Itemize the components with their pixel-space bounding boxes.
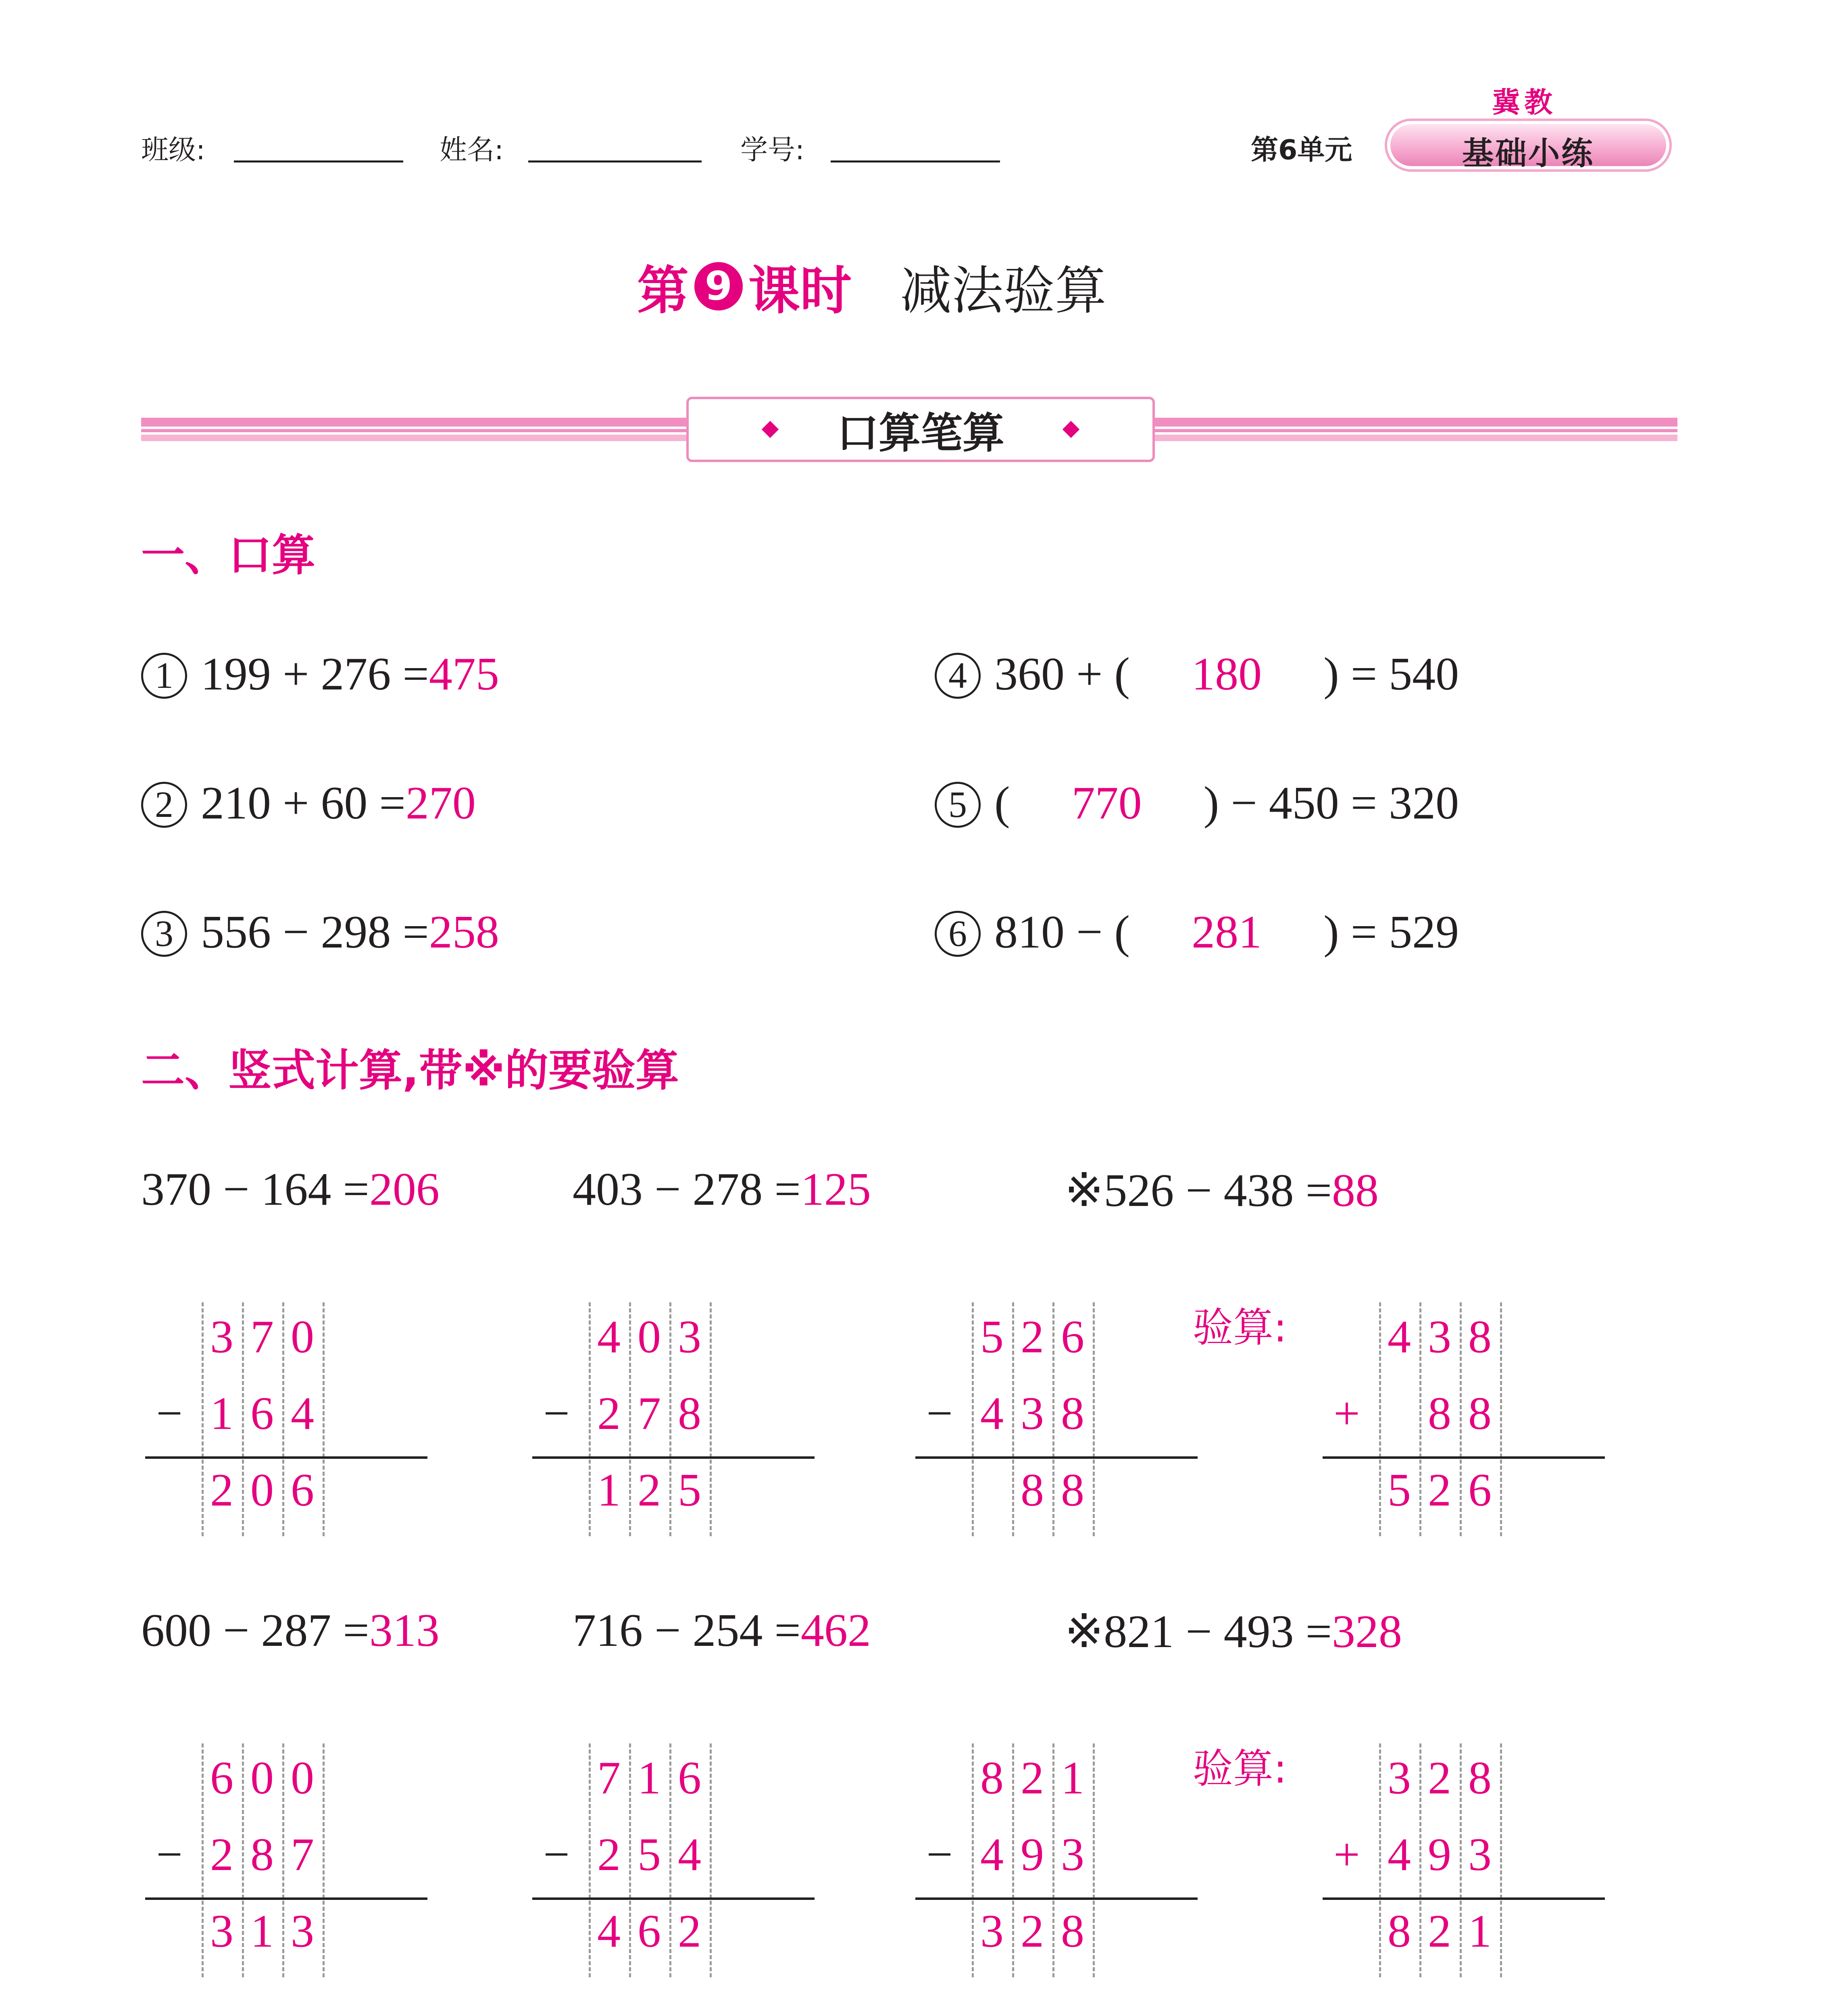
minus-sign: − — [543, 1829, 570, 1881]
digit-cell: 1 — [210, 1388, 233, 1439]
expression-text: 370 − 164 = — [141, 1164, 369, 1215]
oral-item-4 — [935, 648, 1459, 701]
digit-cell: 3 — [1061, 1829, 1084, 1881]
oral-answer[interactable]: 281 — [1192, 906, 1262, 958]
digit-cell: 7 — [291, 1829, 314, 1881]
digit-cell[interactable]: 3 — [210, 1906, 233, 1957]
digit-cell: 4 — [980, 1388, 1004, 1439]
written-expression — [1065, 1604, 1402, 1659]
digit-cell: 2 — [210, 1829, 233, 1881]
digit-cell[interactable]: 6 — [638, 1906, 661, 1957]
digit-cell: 8 — [1468, 1752, 1492, 1804]
digit-cell[interactable]: 1 — [1468, 1906, 1492, 1957]
oral-answer[interactable]: 258 — [429, 906, 499, 958]
digit-cell[interactable]: 5 — [678, 1464, 701, 1516]
digit-cell[interactable]: 3 — [980, 1906, 1004, 1957]
digit-cell: 4 — [291, 1388, 314, 1439]
lesson-prefix: 第 — [637, 261, 689, 321]
digit-cell: 0 — [638, 1311, 661, 1363]
digit-cell: 8 — [678, 1388, 701, 1439]
oral-answer[interactable]: 180 — [1192, 648, 1262, 700]
diamond-icon — [762, 421, 779, 438]
digit-cell[interactable]: 2 — [210, 1464, 233, 1516]
digit-cell[interactable]: 2 — [1428, 1464, 1451, 1516]
student-id-label: 学号: — [740, 134, 804, 166]
oral-prefix: 360 + ( — [994, 648, 1130, 700]
written-expression — [573, 1163, 871, 1216]
oral-suffix: ) − 450 = 320 — [1203, 777, 1459, 829]
digit-cell: 1 — [1061, 1752, 1084, 1804]
digit-cell: 3 — [210, 1311, 233, 1363]
expression-text: 403 − 278 = — [573, 1164, 801, 1215]
digit-cell: 2 — [1428, 1752, 1451, 1804]
oral-item-3 — [141, 906, 499, 959]
digit-cell: 6 — [250, 1388, 274, 1439]
sum-line — [1323, 1456, 1605, 1459]
item-marker: 3 — [141, 911, 187, 957]
expression-answer[interactable]: 462 — [800, 1605, 871, 1656]
digit-cell: 1 — [638, 1752, 661, 1804]
digit-cell: 8 — [1061, 1388, 1084, 1439]
sum-line — [532, 1456, 815, 1459]
lesson-suffix: 课时 — [748, 261, 852, 321]
digit-cell: 4 — [1388, 1829, 1411, 1881]
oral-question: 199 + 276 = — [201, 648, 429, 700]
digit-cell[interactable]: 2 — [678, 1906, 701, 1957]
digit-cell[interactable]: 8 — [1061, 1906, 1084, 1957]
section2-heading: 二、竖式计算,带※的要验算 — [141, 1045, 679, 1096]
digit-cell: 8 — [1468, 1311, 1492, 1363]
sum-line — [145, 1456, 427, 1459]
digit-cell: 2 — [1021, 1311, 1044, 1363]
digit-cell[interactable]: 3 — [291, 1906, 314, 1957]
lesson-number-badge: 9 — [694, 262, 743, 310]
oral-answer[interactable]: 770 — [1071, 777, 1142, 829]
expression-text: 716 − 254 = — [573, 1605, 801, 1656]
expression-answer[interactable]: 206 — [369, 1164, 440, 1215]
lesson-title — [637, 249, 1106, 323]
expression-text: ※526 − 438 = — [1065, 1165, 1332, 1216]
item-marker: 2 — [141, 782, 187, 828]
digit-cell: 9 — [1021, 1829, 1044, 1881]
sum-line — [1323, 1897, 1605, 1900]
digit-cell: 4 — [597, 1311, 621, 1363]
written-expression — [141, 1163, 440, 1216]
banner-label: 口算笔算 — [836, 408, 1004, 458]
written-expression — [1065, 1163, 1379, 1218]
digit-cell: 7 — [638, 1388, 661, 1439]
digit-cell: 2 — [597, 1829, 621, 1881]
digit-cell: 5 — [638, 1829, 661, 1881]
digit-cell[interactable]: 4 — [597, 1906, 621, 1957]
oral-prefix: 810 − ( — [994, 906, 1130, 958]
plus-sign: + — [1333, 1829, 1360, 1881]
sum-line — [532, 1897, 815, 1900]
expression-text: ※821 − 493 = — [1065, 1606, 1332, 1658]
digit-cell: 4 — [980, 1829, 1004, 1881]
item-marker: 6 — [935, 911, 981, 957]
digit-cell: 3 — [1468, 1829, 1492, 1881]
digit-cell: 3 — [1388, 1752, 1411, 1804]
check-label: 验算: — [1193, 1745, 1287, 1792]
section-banner — [686, 397, 1155, 462]
digit-cell: 8 — [1428, 1388, 1451, 1439]
expression-answer[interactable]: 313 — [369, 1605, 440, 1656]
digit-cell: 8 — [980, 1752, 1004, 1804]
expression-answer[interactable]: 88 — [1332, 1165, 1379, 1216]
lesson-topic: 减法验算 — [900, 261, 1107, 321]
name-field[interactable] — [528, 160, 702, 162]
digit-cell: 0 — [291, 1752, 314, 1804]
oral-item-5 — [935, 777, 1459, 830]
digit-cell: 7 — [250, 1311, 274, 1363]
oral-answer[interactable]: 270 — [405, 777, 476, 829]
written-expression — [573, 1604, 871, 1658]
brand-publisher: 冀教 — [1492, 86, 1556, 119]
digit-cell: 0 — [250, 1752, 274, 1804]
class-label: 班级: — [141, 134, 205, 166]
digit-cell: 2 — [597, 1388, 621, 1439]
oral-suffix: ) = 529 — [1323, 906, 1459, 958]
digit-cell[interactable]: 0 — [250, 1464, 274, 1516]
digit-cell: 3 — [1428, 1311, 1451, 1363]
minus-sign: − — [156, 1388, 183, 1439]
minus-sign: − — [926, 1829, 953, 1881]
section1-heading: 一、口算 — [141, 530, 316, 581]
expression-text: 600 − 287 = — [141, 1605, 369, 1656]
digit-cell[interactable]: 8 — [1388, 1906, 1411, 1957]
digit-cell: 4 — [678, 1829, 701, 1881]
item-marker: 4 — [935, 653, 981, 699]
class-field[interactable] — [234, 160, 403, 162]
item-marker: 5 — [935, 782, 981, 828]
expression-answer[interactable]: 125 — [800, 1164, 871, 1215]
oral-suffix: ) = 540 — [1323, 648, 1459, 700]
digit-cell: 6 — [210, 1752, 233, 1804]
sum-line — [915, 1897, 1198, 1900]
digit-cell[interactable]: 6 — [1468, 1464, 1492, 1516]
digit-cell: 0 — [291, 1311, 314, 1363]
name-label: 姓名: — [440, 134, 504, 166]
digit-cell[interactable]: 6 — [291, 1464, 314, 1516]
student-id-field[interactable] — [831, 160, 1000, 162]
digit-cell: 6 — [1061, 1311, 1084, 1363]
digit-cell: 4 — [1388, 1311, 1411, 1363]
sum-line — [915, 1456, 1198, 1459]
brand-series: 基础小练 — [1462, 135, 1594, 172]
digit-cell: 5 — [980, 1311, 1004, 1363]
digit-cell[interactable]: 8 — [1061, 1464, 1084, 1516]
unit-label: 第6单元 — [1251, 134, 1352, 166]
digit-cell[interactable]: 1 — [597, 1464, 621, 1516]
oral-answer[interactable]: 475 — [429, 648, 499, 700]
digit-cell[interactable]: 1 — [250, 1906, 274, 1957]
digit-cell: 8 — [250, 1829, 274, 1881]
digit-cell: 7 — [597, 1752, 621, 1804]
digit-cell: 9 — [1428, 1829, 1451, 1881]
diamond-icon — [1063, 421, 1079, 438]
oral-prefix: ( — [994, 777, 1010, 829]
digit-cell: 3 — [678, 1311, 701, 1363]
digit-cell[interactable]: 8 — [1021, 1464, 1044, 1516]
brand-badge — [1387, 121, 1669, 172]
digit-cell[interactable]: 5 — [1388, 1464, 1411, 1516]
minus-sign: − — [543, 1388, 570, 1439]
digit-cell: 8 — [1468, 1388, 1492, 1439]
expression-answer[interactable]: 328 — [1332, 1606, 1402, 1658]
check-label: 验算: — [1193, 1304, 1287, 1351]
digit-cell[interactable]: 2 — [1428, 1906, 1451, 1957]
plus-sign: + — [1333, 1388, 1360, 1439]
minus-sign: − — [926, 1388, 953, 1439]
oral-question: 556 − 298 = — [201, 906, 429, 958]
digit-cell: 3 — [1021, 1388, 1044, 1439]
written-expression — [141, 1604, 440, 1658]
sum-line — [145, 1897, 427, 1900]
minus-sign: − — [156, 1829, 183, 1881]
oral-item-6 — [935, 906, 1459, 959]
digit-cell[interactable]: 2 — [638, 1464, 661, 1516]
digit-cell: 2 — [1021, 1752, 1044, 1804]
oral-item-1 — [141, 648, 499, 701]
digit-cell[interactable]: 2 — [1021, 1906, 1044, 1957]
oral-item-2 — [141, 777, 476, 830]
oral-question: 210 + 60 = — [201, 777, 406, 829]
item-marker: 1 — [141, 653, 187, 699]
digit-cell: 6 — [678, 1752, 701, 1804]
